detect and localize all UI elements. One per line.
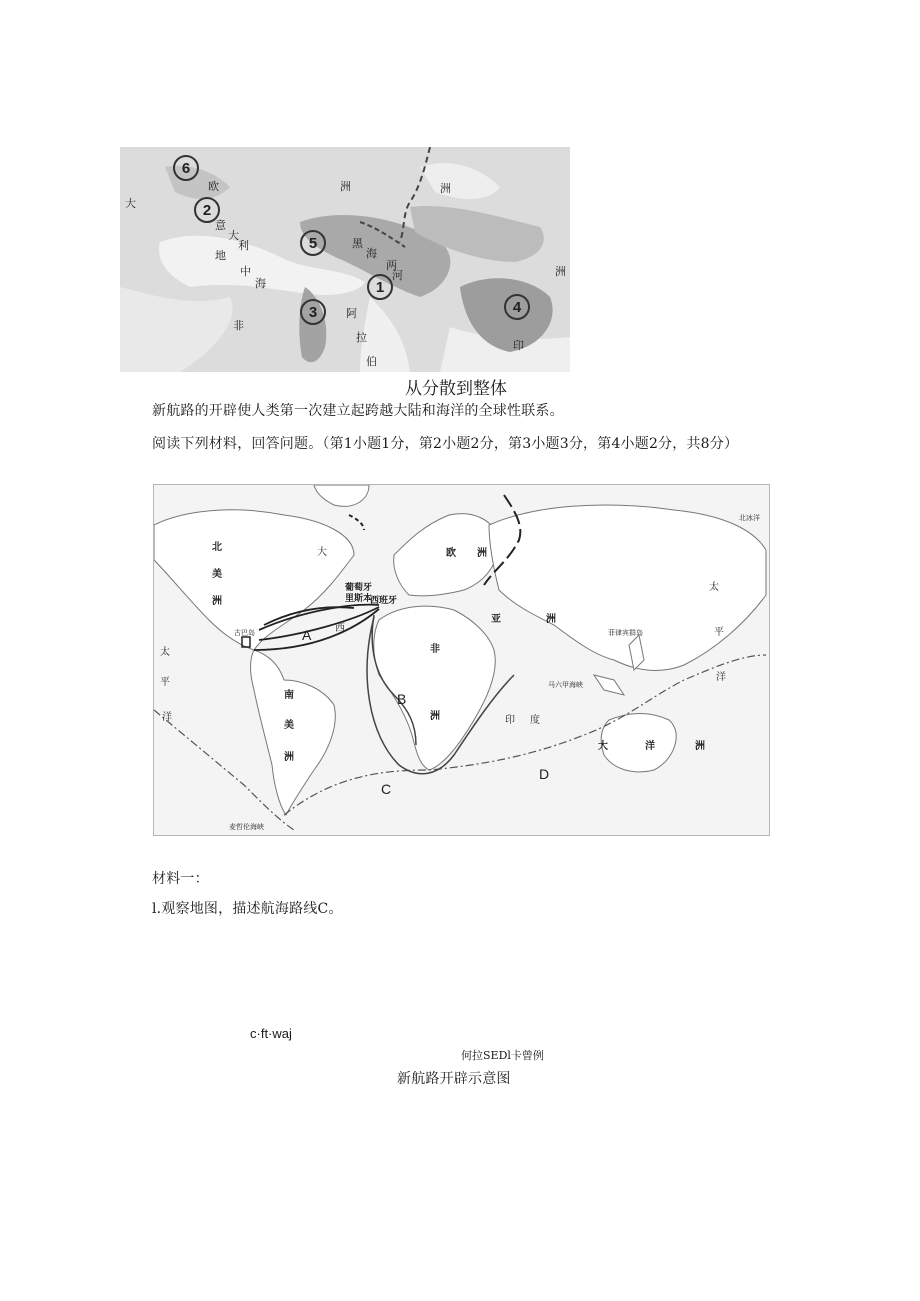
svg-text:洲: 洲 bbox=[546, 614, 556, 625]
svg-text:度: 度 bbox=[530, 715, 540, 726]
instructions-text: 阅读下列材料，回答问题。（第1小题1分，第2小题2分，第3小题3分，第4小题2分，共8分） bbox=[152, 436, 739, 452]
svg-text:洲: 洲 bbox=[555, 265, 566, 278]
material-label: 材料一： bbox=[152, 871, 209, 887]
svg-text:洋: 洋 bbox=[162, 712, 172, 723]
svg-text:太: 太 bbox=[709, 582, 719, 593]
svg-text:大: 大 bbox=[598, 741, 608, 752]
svg-text:1: 1 bbox=[375, 279, 385, 296]
svg-text:大: 大 bbox=[228, 229, 239, 242]
svg-text:阿: 阿 bbox=[346, 307, 357, 320]
map-caption: 新航路开辟示意图 bbox=[397, 1071, 511, 1087]
svg-text:海: 海 bbox=[255, 277, 266, 290]
svg-text:3: 3 bbox=[308, 304, 318, 321]
svg-text:菲律宾群岛: 菲律宾群岛 bbox=[608, 629, 643, 637]
svg-text:意: 意 bbox=[215, 219, 226, 232]
svg-text:洲: 洲 bbox=[695, 741, 705, 752]
svg-text:洋: 洋 bbox=[645, 741, 655, 752]
svg-text:洲: 洲 bbox=[284, 752, 294, 763]
svg-text:麦哲伦海峡: 麦哲伦海峡 bbox=[229, 823, 264, 831]
svg-text:平: 平 bbox=[160, 677, 170, 688]
country-labels bbox=[345, 581, 397, 606]
svg-text:美: 美 bbox=[284, 720, 294, 731]
map-legend-text: 何拉SEDl卡曾例 bbox=[461, 1049, 544, 1062]
svg-text:两: 两 bbox=[386, 259, 397, 272]
question-1: l.观察地图，描述航海路线C。 bbox=[152, 901, 343, 917]
svg-text:洲: 洲 bbox=[340, 180, 351, 193]
portugal-label: 葡萄牙 bbox=[345, 583, 373, 593]
svg-text:北冰洋: 北冰洋 bbox=[739, 514, 760, 522]
svg-text:黑: 黑 bbox=[352, 237, 363, 250]
svg-text:非: 非 bbox=[233, 319, 244, 332]
svg-text:利: 利 bbox=[238, 239, 249, 252]
svg-text:洲: 洲 bbox=[440, 182, 451, 195]
ancient-civilizations-map bbox=[120, 147, 570, 372]
route-B-label: B bbox=[397, 691, 407, 707]
svg-text:2: 2 bbox=[202, 202, 212, 219]
svg-text:西: 西 bbox=[335, 623, 345, 634]
svg-text:美: 美 bbox=[212, 569, 222, 580]
svg-text:中: 中 bbox=[240, 265, 251, 278]
svg-text:古巴岛: 古巴岛 bbox=[234, 629, 255, 637]
svg-text:非: 非 bbox=[430, 644, 440, 655]
intro-text: 新航路的开辟使人类第一次建立起跨越大陆和海洋的全球性联系。 bbox=[152, 403, 564, 419]
svg-text:印: 印 bbox=[513, 339, 524, 352]
route-A-label: A bbox=[302, 627, 312, 643]
svg-text:北: 北 bbox=[212, 542, 222, 553]
svg-text:马六甲海峡: 马六甲海峡 bbox=[548, 681, 583, 689]
svg-text:洲: 洲 bbox=[212, 596, 222, 607]
svg-text:5: 5 bbox=[308, 235, 318, 252]
svg-text:洲: 洲 bbox=[477, 548, 487, 559]
svg-text:太: 太 bbox=[160, 647, 170, 658]
svg-text:平: 平 bbox=[714, 627, 724, 638]
svg-text:欧: 欧 bbox=[446, 548, 456, 559]
svg-text:大: 大 bbox=[317, 547, 327, 558]
route-D-label: D bbox=[539, 766, 550, 782]
garbled-text: c·ft·waj bbox=[250, 1026, 292, 1041]
new-routes-world-map bbox=[153, 484, 770, 836]
spain-label: 西班牙 bbox=[370, 596, 398, 606]
svg-text:洲: 洲 bbox=[430, 711, 440, 722]
svg-text:河: 河 bbox=[392, 269, 403, 282]
section-heading: 从分散到整体 bbox=[405, 379, 507, 399]
route-C-label: C bbox=[381, 781, 392, 797]
svg-text:大: 大 bbox=[125, 197, 136, 210]
svg-text:6: 6 bbox=[181, 160, 191, 177]
svg-text:拉: 拉 bbox=[356, 331, 367, 344]
svg-text:洋: 洋 bbox=[716, 672, 726, 683]
svg-text:4: 4 bbox=[512, 299, 522, 316]
svg-text:亚: 亚 bbox=[491, 614, 501, 625]
svg-text:南: 南 bbox=[284, 690, 294, 701]
svg-text:伯: 伯 bbox=[366, 355, 377, 368]
svg-text:地: 地 bbox=[215, 249, 226, 262]
lisbon-label: 里斯本 bbox=[345, 594, 373, 604]
svg-text:海: 海 bbox=[366, 247, 377, 260]
svg-text:欧: 欧 bbox=[208, 180, 219, 193]
svg-text:印: 印 bbox=[505, 715, 515, 726]
